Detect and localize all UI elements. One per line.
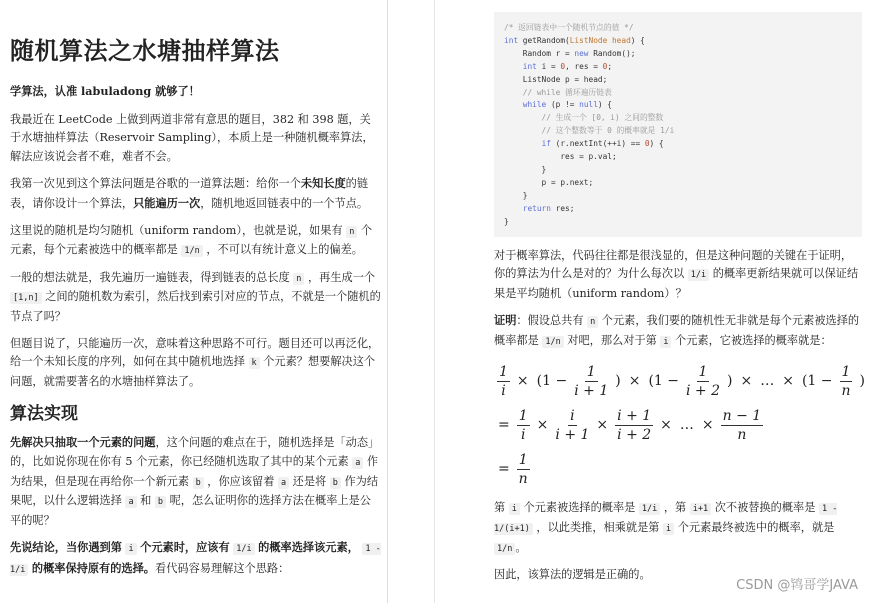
- formula-row-2: = $\frac{1}{i}$ × $\frac{i}{i + 1}$ × $\frac{i + 1}{i + 2}$ × … × $\frac{n - 1}{n}$: [498, 407, 762, 443]
- paragraph-explain: 第 i 个元素被选择的概率是 1/i ，第 i+1 次不被替换的概率是 1 - 1/(i+1) ，以此类推，相乘就是第 i 个元素最终被选中的概率，就是 1/n 。: [494, 501, 838, 554]
- article-title: 随机算法之水塘抽样算法: [10, 36, 280, 65]
- paragraph-problem: 我第一次见到这个算法问题是谷歌的一道算法题：给你一个未知长度的链表，请你设计一个算法，只能遍历一次，随机地返回链表中的一个节点。: [10, 176, 369, 210]
- left-page: [0, 0, 388, 603]
- code-block: /* 返回链表中一个随机节点的值 */ int getRandom(ListNode head) { Random r = new Random(); int i = 0, res = 0; ListNode p = head; // while 循环遍历链表 while (p != null) { // 生成一个 [0, i) 之间的整数 // 这个整数等于 0 的概率就是 1/i if (r.nextInt(++i) == 0) { res = p.val; } p = p.next; } return res; }: [494, 12, 862, 237]
- watermark: CSDN @鸨哥学JAVA: [736, 578, 858, 593]
- formula-row-3: = $\frac{1}{n}$: [498, 451, 528, 487]
- paragraph-question: 对于概率算法，代码往往都是很浅显的，但是这种问题的关键在于证明，你的算法为什么是对的？为什么每次以 1/i 的概率更新结果就可以保证结果是平均随机（uniform random）？: [494, 248, 859, 300]
- paragraph-final: 因此，该算法的逻辑是正确的。: [494, 568, 651, 582]
- section-heading: 算法实现: [10, 404, 78, 425]
- paragraph-naive: 一般的想法就是，我先遍历一遍链表，得到链表的总长度 n ，再生成一个 [1,n] 之间的随机数为索引，然后找到索引对应的节点，不就是一个随机的节点了吗？: [10, 270, 381, 323]
- page-gutter: [388, 0, 486, 603]
- paragraph-intro: 我最近在 LeetCode 上做到两道非常有意思的题目，382 和 398 题，关于水塘抽样算法（Reservoir Sampling），本质上是一种随机概率算法，解法应该说会者不难，难者不会。: [10, 112, 374, 163]
- paragraph-conclusion: 先说结论，当你遇到第 i 个元素时，应该有 1/i 的概率选择该元素， 1 - 1/i 的概率保持原有的选择。看代码容易理解这个思路：: [10, 540, 381, 575]
- right-page: [486, 0, 872, 603]
- paragraph-single: 先解决只抽取一个元素的问题，这个问题的难点在于，随机选择是「动态」的，比如说你现在你有 5 个元素，你已经随机选取了其中的某个元素 a 作为结果，但是现在再给你一个新元素 b ，你应该留着 a 还是将 b 作为结果呢，以什么逻辑选择 a 和 b 呢，怎么证明你的选择方法在概率上是公平的呢？: [10, 435, 380, 527]
- formula-row-1: $\frac{1}{i}$ × (1 − $\frac{1}{i + 1}$ ) × (1 − $\frac{1}{i + 2}$ ) × … × (1 − $\frac{1}{n}$ ): [499, 363, 865, 399]
- paragraph-proof: 证明：假设总共有 n 个元素，我们要的随机性无非就是每个元素被选择的概率都是 1/n 对吧，那么对于第 i 个元素，它被选择的概率就是：: [494, 313, 860, 347]
- paragraph-generalize: 但题目说了，只能遍历一次，意味着这种思路不可行。题目还可以再泛化，给一个未知长度的序列，如何在其中随机地选择 k 个元素？想要解决这个问题，就需要著名的水塘抽样算法了。: [10, 336, 380, 388]
- paragraph-uniform: 这里说的随机是均匀随机（uniform random），也就是说，如果有 n 个元素，每个元素被选中的概率都是 1/n ，不可以有统计意义上的偏差。: [10, 223, 373, 257]
- article-subtitle: 学算法，认准 labuladong 就够了！: [10, 84, 200, 98]
- proof-formula: [494, 359, 865, 491]
